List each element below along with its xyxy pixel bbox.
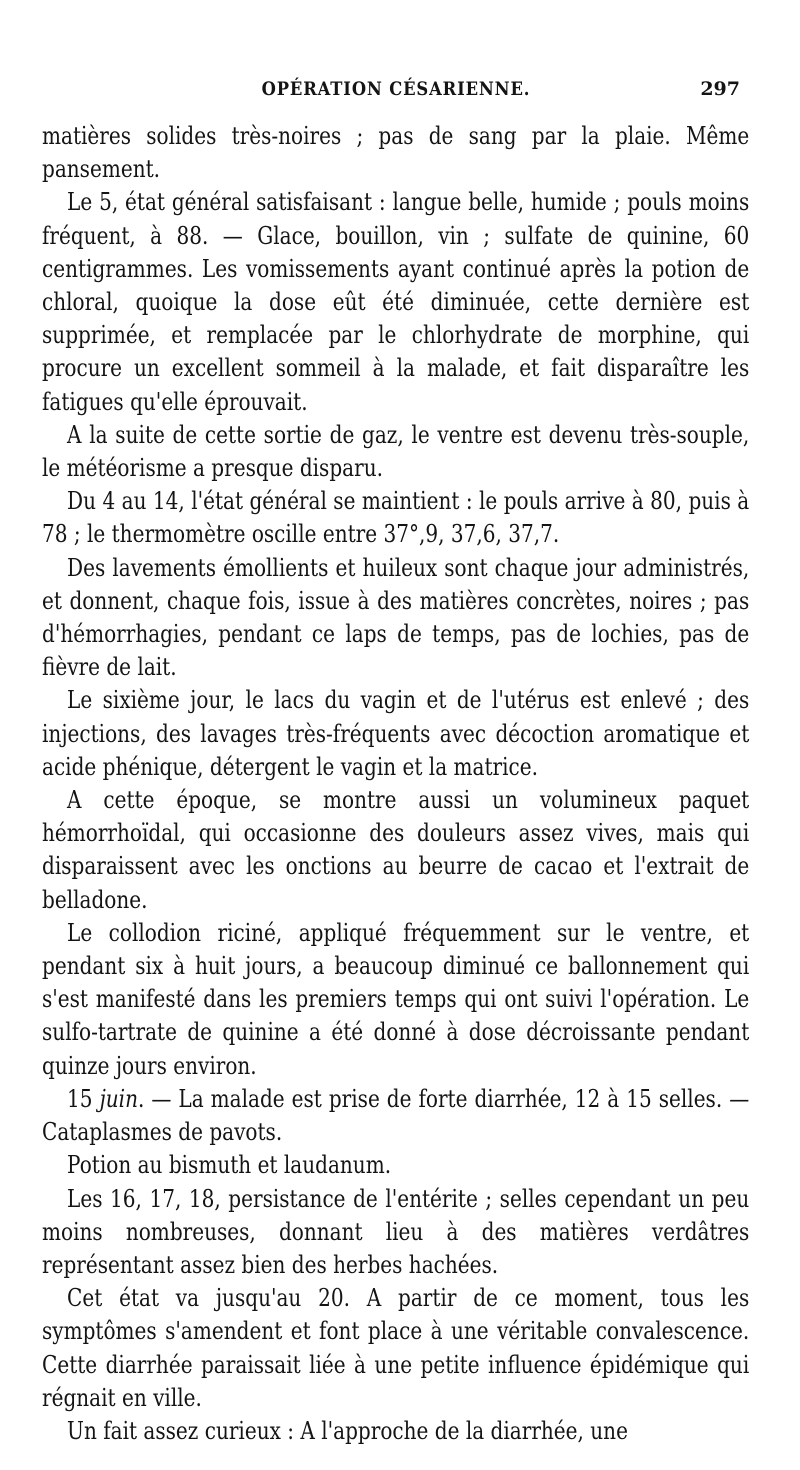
paragraph-15-juin: [42, 1083, 749, 1149]
paragraph-16-17-18: Les 16, 17, 18, persistance de l'entérite ; selles cependant un peu moins nombreuses, donnant lieu à des matières verdâtres représentant assez bien des herbes hachées.: [42, 1184, 750, 1279]
page-number: 297: [700, 78, 740, 100]
paragraph-le-5: Le 5, état général satisfaisant : langue belle, humide ; pouls moins fréquent, à 88. — Glace, bouillon, vin ; sulfate de quinine, 60 centigrammes. Les vomissements ayant continué après la potion de chloral, quoique la dose eût été diminuée, cette dernière est supprimée, et remplacée par le chlorhydrate de morphine, qui procure un excellent sommeil à la malade, et fait disparaître les fatigues qu'elle éprouvait.: [42, 188, 750, 416]
body-text: [42, 120, 749, 1448]
paragraph-du-4-au-14: Du 4 au 14, l'état général se maintient : le pouls arrive à 80, puis à 78 ; le thermomètre oscille entre 37°,9, 37,6, 37,7.: [42, 487, 750, 549]
running-title: OPÉRATION CÉSARIENNE.: [261, 78, 531, 100]
paragraph-potion: Potion au bismuth et laudanum.: [67, 1151, 392, 1180]
date-number: 15: [67, 1084, 93, 1113]
paragraph-paquet-hemorrhoidal: A cette époque, se montre aussi un volumineux paquet hémorrhoïdal, qui occasionne des douleurs assez vives, mais qui disparaissent avec les onctions au beurre de cacao et l'extrait de belladone.: [42, 786, 750, 914]
paragraph-continuation: matières solides très-noires ; pas de sang par la plaie. Même pansement.: [42, 122, 750, 184]
paragraph-fait-curieux: Un fait assez curieux : A l'approche de la diarrhée, une: [67, 1416, 628, 1445]
paragraph-collodion: Le collodion riciné, appliqué fréquemment sur le ventre, et pendant six à huit jours, a beaucoup diminué ce ballonnement qui s'est manifesté dans les premiers temps qui ont suivi l'opération. Le sulfo-tartrate de quinine a été donné à dose décroissante pendant quinze jours environ.: [42, 918, 750, 1080]
paragraph-etat-jusqu-au-20: Cet état va jusqu'au 20. A partir de ce moment, tous les symptômes s'amendent et font place à une véritable convalescence. Cette diarrhée paraissait liée à une petite influence épidémique qui régnait en ville.: [42, 1284, 750, 1412]
paragraph-sixieme-jour: Le sixième jour, le lacs du vagin et de l'utérus est enlevé ; des injections, des lavages très-fréquents avec décoction aromatique et acide phénique, détergent le vagin et la matrice.: [42, 686, 750, 781]
paragraph-sortie-de-gaz: A la suite de cette sortie de gaz, le ventre est devenu très-souple, le météorisme a presque disparu.: [42, 420, 750, 483]
paragraph-lavements: Des lavements émollients et huileux sont chaque jour administrés, et donnent, chaque fois, issue à des matières concrètes, noires ; pas d'hémorrhagies, pendant ce laps de temps, pas de lochies, pas de fièvre de lait.: [42, 553, 750, 682]
running-header: [42, 78, 750, 112]
document-page: [42, 78, 750, 1448]
date-month: juin: [99, 1084, 138, 1113]
paragraph-15-juin-text: . — La malade est prise de forte diarrhée, 12 à 15 selles. — Cataplasmes de pavots.: [42, 1084, 750, 1147]
